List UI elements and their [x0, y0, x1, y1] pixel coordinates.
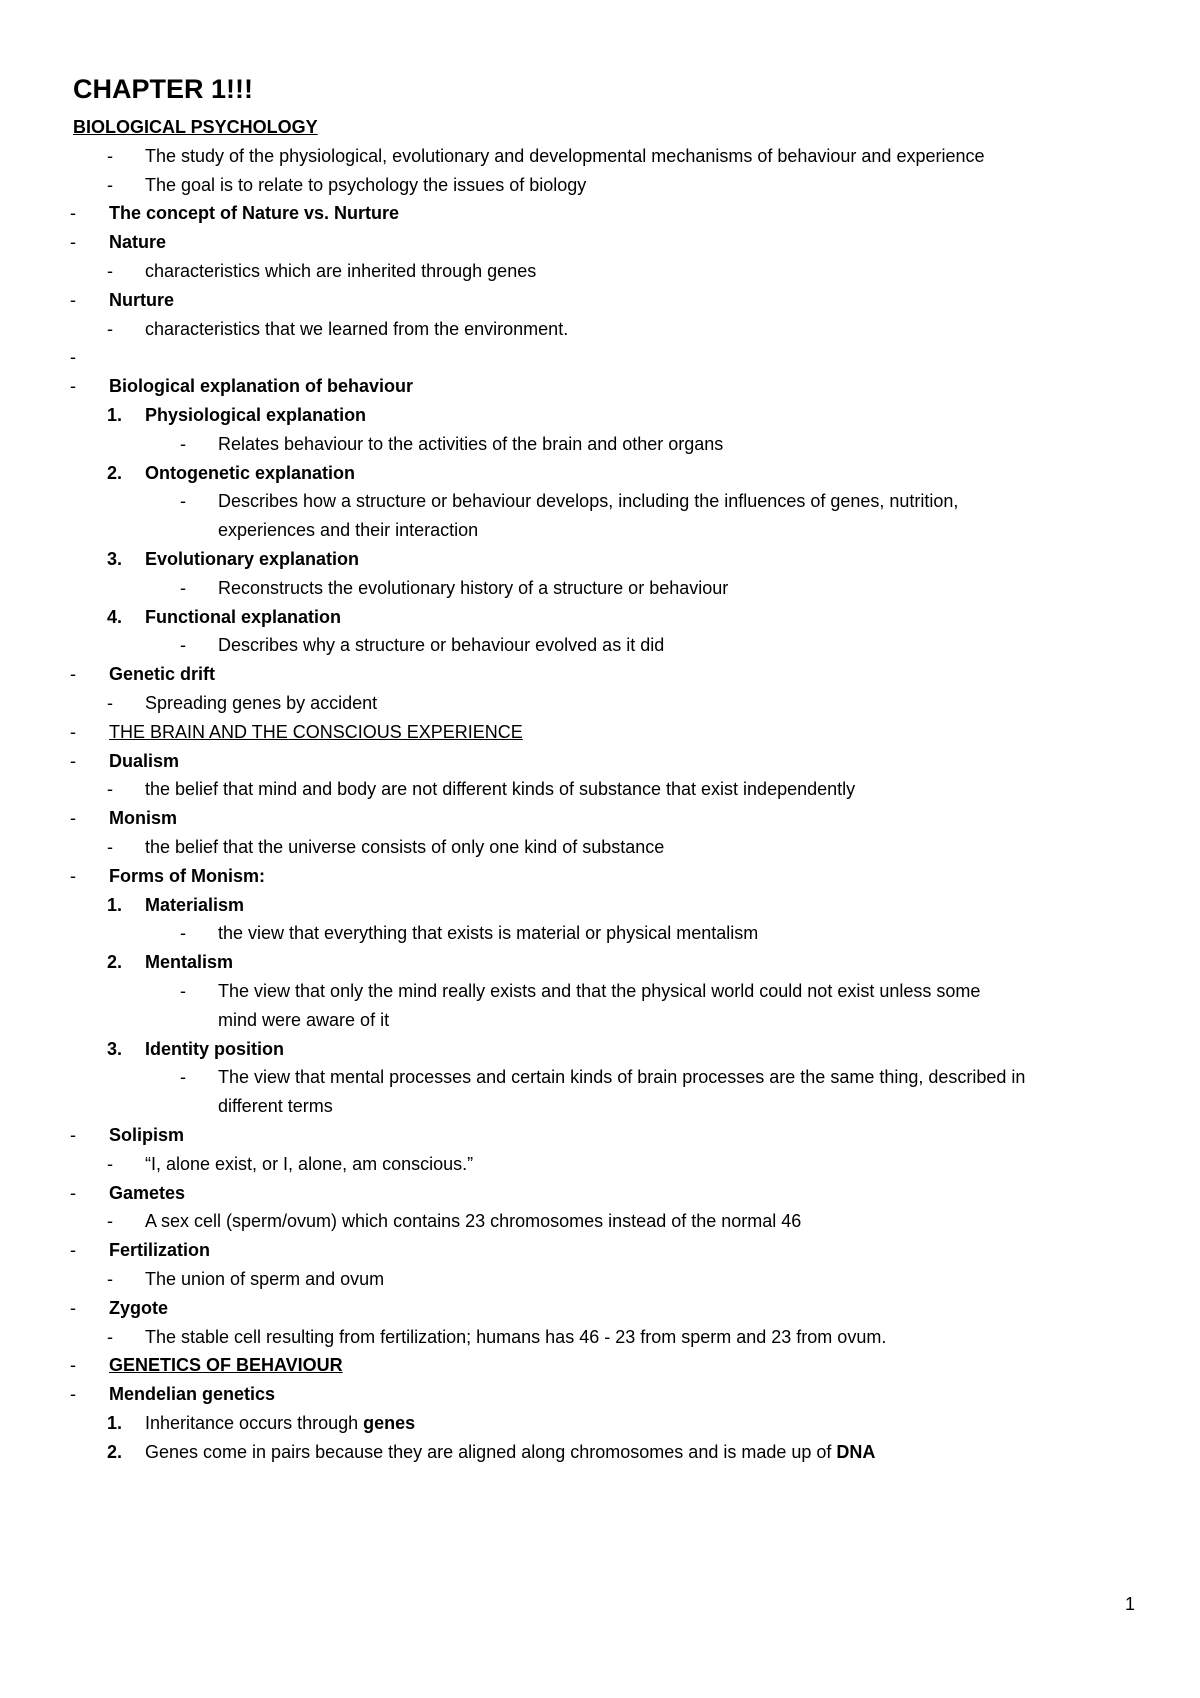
list-bullet: - [107, 1269, 113, 1289]
page-number: 1 [1125, 1594, 1136, 1614]
line-text: Relates behaviour to the activities of the brain and other organs [218, 433, 724, 454]
list-bullet: - [107, 1153, 113, 1174]
list-item [145, 690, 377, 716]
list-item [145, 1266, 384, 1292]
list-item [145, 258, 536, 284]
bold-term: DNA [836, 1441, 876, 1462]
list-bullet: - [180, 981, 186, 1001]
heading-line [145, 949, 233, 975]
line-text: A sex cell (sperm/ovum) which contains 23 chromosomes instead of the normal 46 [145, 1211, 802, 1232]
heading-line [145, 546, 359, 572]
list-bullet: - [107, 261, 113, 281]
line-text: Gametes [109, 1182, 186, 1203]
line-text: The view that mental processes and certain kinds of brain processes are the same thing, described in [218, 1067, 1026, 1088]
list-number: 3. [107, 1038, 123, 1059]
line-text: Mendelian genetics [109, 1384, 276, 1405]
heading-line [109, 200, 399, 226]
line-text: the belief that the universe consists of only one kind of substance [145, 837, 665, 857]
list-bullet: - [70, 664, 76, 685]
bold-term: genes [363, 1413, 416, 1433]
list-number: 2. [107, 952, 123, 973]
list-item [218, 575, 728, 601]
list-bullet: - [180, 433, 186, 454]
list-bullet: - [107, 779, 113, 800]
list-bullet: - [70, 1297, 76, 1318]
heading-line [145, 460, 355, 486]
line-text: Identity position [145, 1038, 284, 1059]
line-text: the view that everything that exists is material or physical mentalism [218, 923, 759, 944]
heading-line [109, 661, 215, 687]
list-item [218, 431, 723, 457]
heading-line [145, 402, 366, 428]
line-text: Inheritance occurs through [145, 1413, 359, 1433]
list-item [145, 834, 664, 860]
list-bullet: - [180, 923, 186, 944]
list-item [218, 488, 958, 514]
list-bullet: - [107, 145, 113, 166]
list-bullet: - [107, 318, 113, 339]
heading-line [109, 805, 177, 831]
list-bullet: - [70, 750, 76, 771]
list-number: 2. [107, 1441, 123, 1462]
heading-line [145, 604, 341, 630]
line-text: Nurture [109, 289, 175, 310]
line-text: Ontogenetic explanation [145, 462, 356, 483]
line-text: THE BRAIN AND THE CONSCIOUS EXPERIENCE [109, 721, 523, 742]
list-bullet: - [70, 1182, 76, 1203]
line-text: Genes come in pairs because they are aligned along chromosomes and is made up of [145, 1441, 832, 1462]
list-item [145, 1439, 875, 1465]
line-text: The union of sperm and ovum [145, 1269, 385, 1289]
line-text: different terms [218, 1096, 333, 1117]
line-text: “I, alone exist, or I, alone, am conscious.” [145, 1153, 474, 1174]
heading-line [145, 1036, 284, 1062]
list-number: 4. [107, 606, 123, 627]
line-text: Genetic drift [109, 664, 216, 685]
line-text: experiences and their interaction [218, 520, 479, 541]
line-text: Forms of Monism: [109, 865, 265, 886]
list-bullet: - [180, 577, 186, 598]
line-text: The view that only the mind really exists and that the physical world could not exist unless some [218, 981, 981, 1001]
list-bullet: - [107, 693, 113, 713]
heading-line [109, 1352, 343, 1378]
line-text: Evolutionary explanation [145, 549, 360, 569]
heading-line [109, 1295, 168, 1321]
list-bullet: - [70, 808, 76, 829]
heading-line [109, 748, 179, 774]
list-bullet: - [70, 203, 76, 224]
list-bullet: - [70, 232, 76, 253]
list-bullet: - [107, 174, 113, 195]
list-item [145, 776, 855, 802]
list-item [218, 1007, 389, 1033]
list-item [218, 1064, 1025, 1090]
list-item [218, 1093, 333, 1119]
heading-line [109, 229, 166, 255]
list-bullet: - [70, 1355, 76, 1376]
line-text: The concept of Nature vs. Nurture [109, 203, 400, 224]
line-text: Fertilization [109, 1240, 211, 1261]
heading-line [109, 1381, 275, 1407]
list-item [109, 719, 523, 745]
heading-line [145, 892, 244, 918]
line-text: BIOLOGICAL PSYCHOLOGY [73, 117, 318, 137]
line-text: Zygote [109, 1297, 169, 1318]
line-text: Nature [109, 232, 167, 253]
line-text: Reconstructs the evolutionary history of a structure or behaviour [218, 577, 729, 598]
list-item [145, 316, 568, 342]
list-bullet: - [107, 837, 113, 857]
list-item [145, 1208, 801, 1234]
line-text: Describes how a structure or behaviour develops, including the influences of genes, nutrition, [218, 491, 959, 512]
list-item [145, 1324, 886, 1350]
list-bullet: - [70, 376, 76, 397]
line-text: Dualism [109, 750, 180, 771]
list-item [145, 172, 586, 198]
heading-line [109, 1122, 184, 1148]
list-bullet: - [107, 1326, 113, 1347]
list-item [218, 517, 478, 543]
list-number: 1. [107, 1413, 123, 1433]
page-title: CHAPTER 1!!! [73, 74, 253, 104]
list-bullet: - [70, 865, 76, 886]
list-bullet: - [70, 1125, 76, 1145]
list-bullet: - [180, 1067, 186, 1088]
list-number: 2. [107, 462, 123, 483]
line-text: Spreading genes by accident [145, 693, 378, 713]
list-bullet: - [180, 491, 186, 512]
heading-line [109, 287, 174, 313]
list-item [218, 978, 980, 1004]
list-bullet: - [70, 1384, 76, 1405]
list-item [218, 632, 664, 658]
line-text: The stable cell resulting from fertilization; humans has 46 - 23 from sperm and 23 from ovum. [145, 1326, 887, 1347]
list-bullet: - [70, 347, 76, 368]
line-text: characteristics which are inherited through genes [145, 261, 537, 281]
heading-line [109, 373, 413, 399]
list-bullet: - [107, 1211, 113, 1232]
line-text: characteristics that we learned from the environment. [145, 318, 569, 339]
list-number: 1. [107, 405, 123, 425]
list-number: 1. [107, 894, 123, 915]
line-text: The goal is to relate to psychology the issues of biology [145, 174, 587, 195]
line-text: Physiological explanation [145, 405, 367, 425]
line-text: the belief that mind and body are not different kinds of substance that exist independently [145, 779, 856, 800]
list-item [145, 1151, 473, 1177]
list-item [145, 1410, 415, 1436]
heading-line [109, 1237, 210, 1263]
line-text: Mentalism [145, 952, 234, 973]
list-item [218, 920, 758, 946]
heading-line [73, 114, 318, 140]
line-text: Biological explanation of behaviour [109, 376, 414, 397]
heading-line [109, 1180, 185, 1206]
line-text: Materialism [145, 894, 245, 915]
list-bullet: - [70, 1240, 76, 1261]
list-bullet: - [70, 289, 76, 310]
list-bullet: - [70, 721, 76, 742]
line-text: Monism [109, 808, 178, 829]
line-text: Solipism [109, 1125, 185, 1145]
list-bullet: - [180, 635, 186, 656]
line-text: Functional explanation [145, 606, 342, 627]
line-text: mind were aware of it [218, 1009, 390, 1030]
heading-line [109, 863, 265, 889]
list-item [145, 143, 985, 169]
line-text: Describes why a structure or behaviour evolved as it did [218, 635, 665, 656]
line-text: The study of the physiological, evolutionary and developmental mechanisms of behaviour and experience [145, 145, 985, 166]
list-number: 3. [107, 549, 123, 569]
line-text: GENETICS OF BEHAVIOUR [109, 1355, 343, 1376]
